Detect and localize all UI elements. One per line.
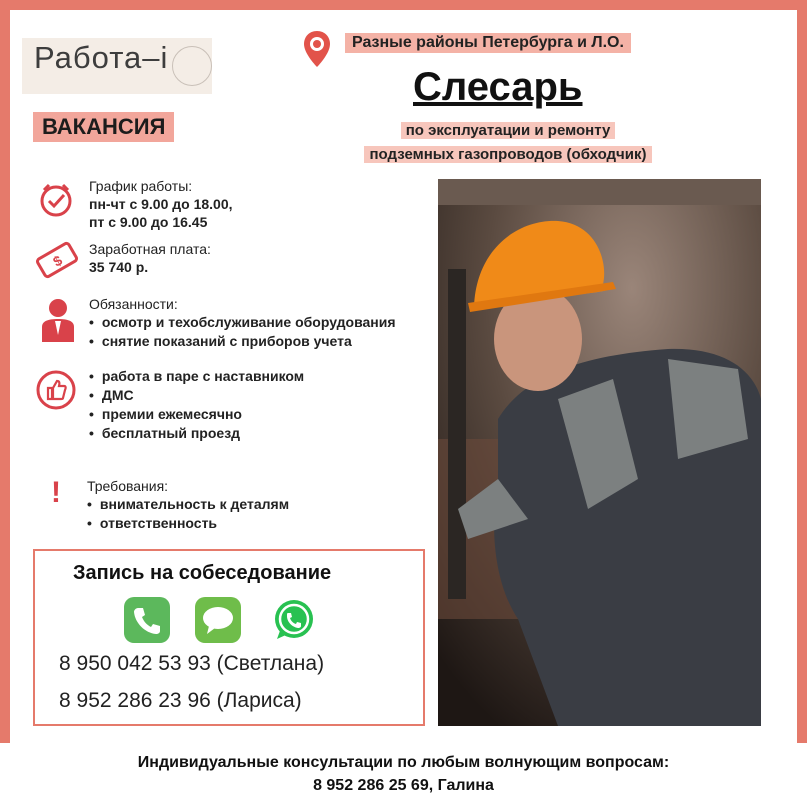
vacancy-badge: ВАКАНСИЯ: [33, 112, 174, 142]
schedule-line2: пт с 9.00 до 16.45: [89, 214, 208, 230]
requirements-block: [87, 477, 289, 533]
exclamation-icon: !: [51, 476, 61, 509]
svg-text:$: $: [50, 251, 65, 270]
person-icon: [40, 297, 76, 343]
duties-label: Обязанности:: [89, 296, 178, 312]
worker-photo: [438, 179, 761, 726]
salary-block: [89, 240, 211, 276]
requirements-label: Требования:: [87, 478, 169, 494]
schedule-line1: пн-чт с 9.00 до 18.00,: [89, 196, 233, 212]
thumbs-up-icon: [36, 370, 76, 410]
salary-label: Заработная плата:: [89, 241, 211, 257]
list-item: • работа в паре с наставником: [89, 367, 304, 386]
location-text: Разные районы Петербурга и Л.О.: [345, 33, 631, 53]
job-title: Слесарь: [413, 65, 583, 109]
duties-list: [89, 313, 396, 351]
duties-block: [89, 295, 396, 351]
requirements-list: [87, 495, 289, 533]
footer-phone[interactable]: 8 952 286 25 69, Галина: [313, 777, 494, 794]
salary-value: 35 740 р.: [89, 259, 149, 275]
brand-logo: [22, 38, 212, 94]
list-item: • осмотр и техобслуживание оборудования: [89, 313, 396, 332]
phone-app-icon[interactable]: [124, 597, 170, 643]
list-item: • премии ежемесячно: [89, 405, 304, 424]
list-item: • ДМС: [89, 386, 304, 405]
benefits-block: [89, 367, 304, 443]
money-icon: [35, 238, 79, 282]
contact-header: Запись на собеседование: [73, 562, 332, 584]
job-subtitle-line2: подземных газопроводов (обходчик): [308, 146, 708, 163]
footer-line1: Индивидуальные консультации по любым волнующим вопросам:: [137, 754, 670, 771]
message-app-icon[interactable]: [195, 597, 241, 643]
phone-number-1[interactable]: 8 950 042 53 93 (Светлана): [59, 652, 325, 675]
benefits-list: [89, 367, 304, 443]
phone-number-2[interactable]: 8 952 286 23 96 (Лариса): [59, 689, 302, 712]
whatsapp-icon[interactable]: [271, 597, 317, 643]
schedule-label: График работы:: [89, 178, 193, 194]
clock-check-icon: [38, 182, 74, 218]
logo-ring-icon: [172, 46, 212, 86]
contact-box: [33, 549, 425, 726]
logo-text: Работа–i: [34, 40, 169, 75]
list-item: • внимательность к деталям: [87, 495, 289, 514]
job-subtitle-line1: по эксплуатации и ремонту: [308, 122, 708, 139]
schedule-block: [89, 177, 233, 231]
list-item: • ответственность: [87, 514, 289, 533]
location-pin-icon: [303, 30, 331, 68]
list-item: • снятие показаний с приборов учета: [89, 332, 396, 351]
list-item: • бесплатный проезд: [89, 424, 304, 443]
footer: [0, 743, 807, 807]
